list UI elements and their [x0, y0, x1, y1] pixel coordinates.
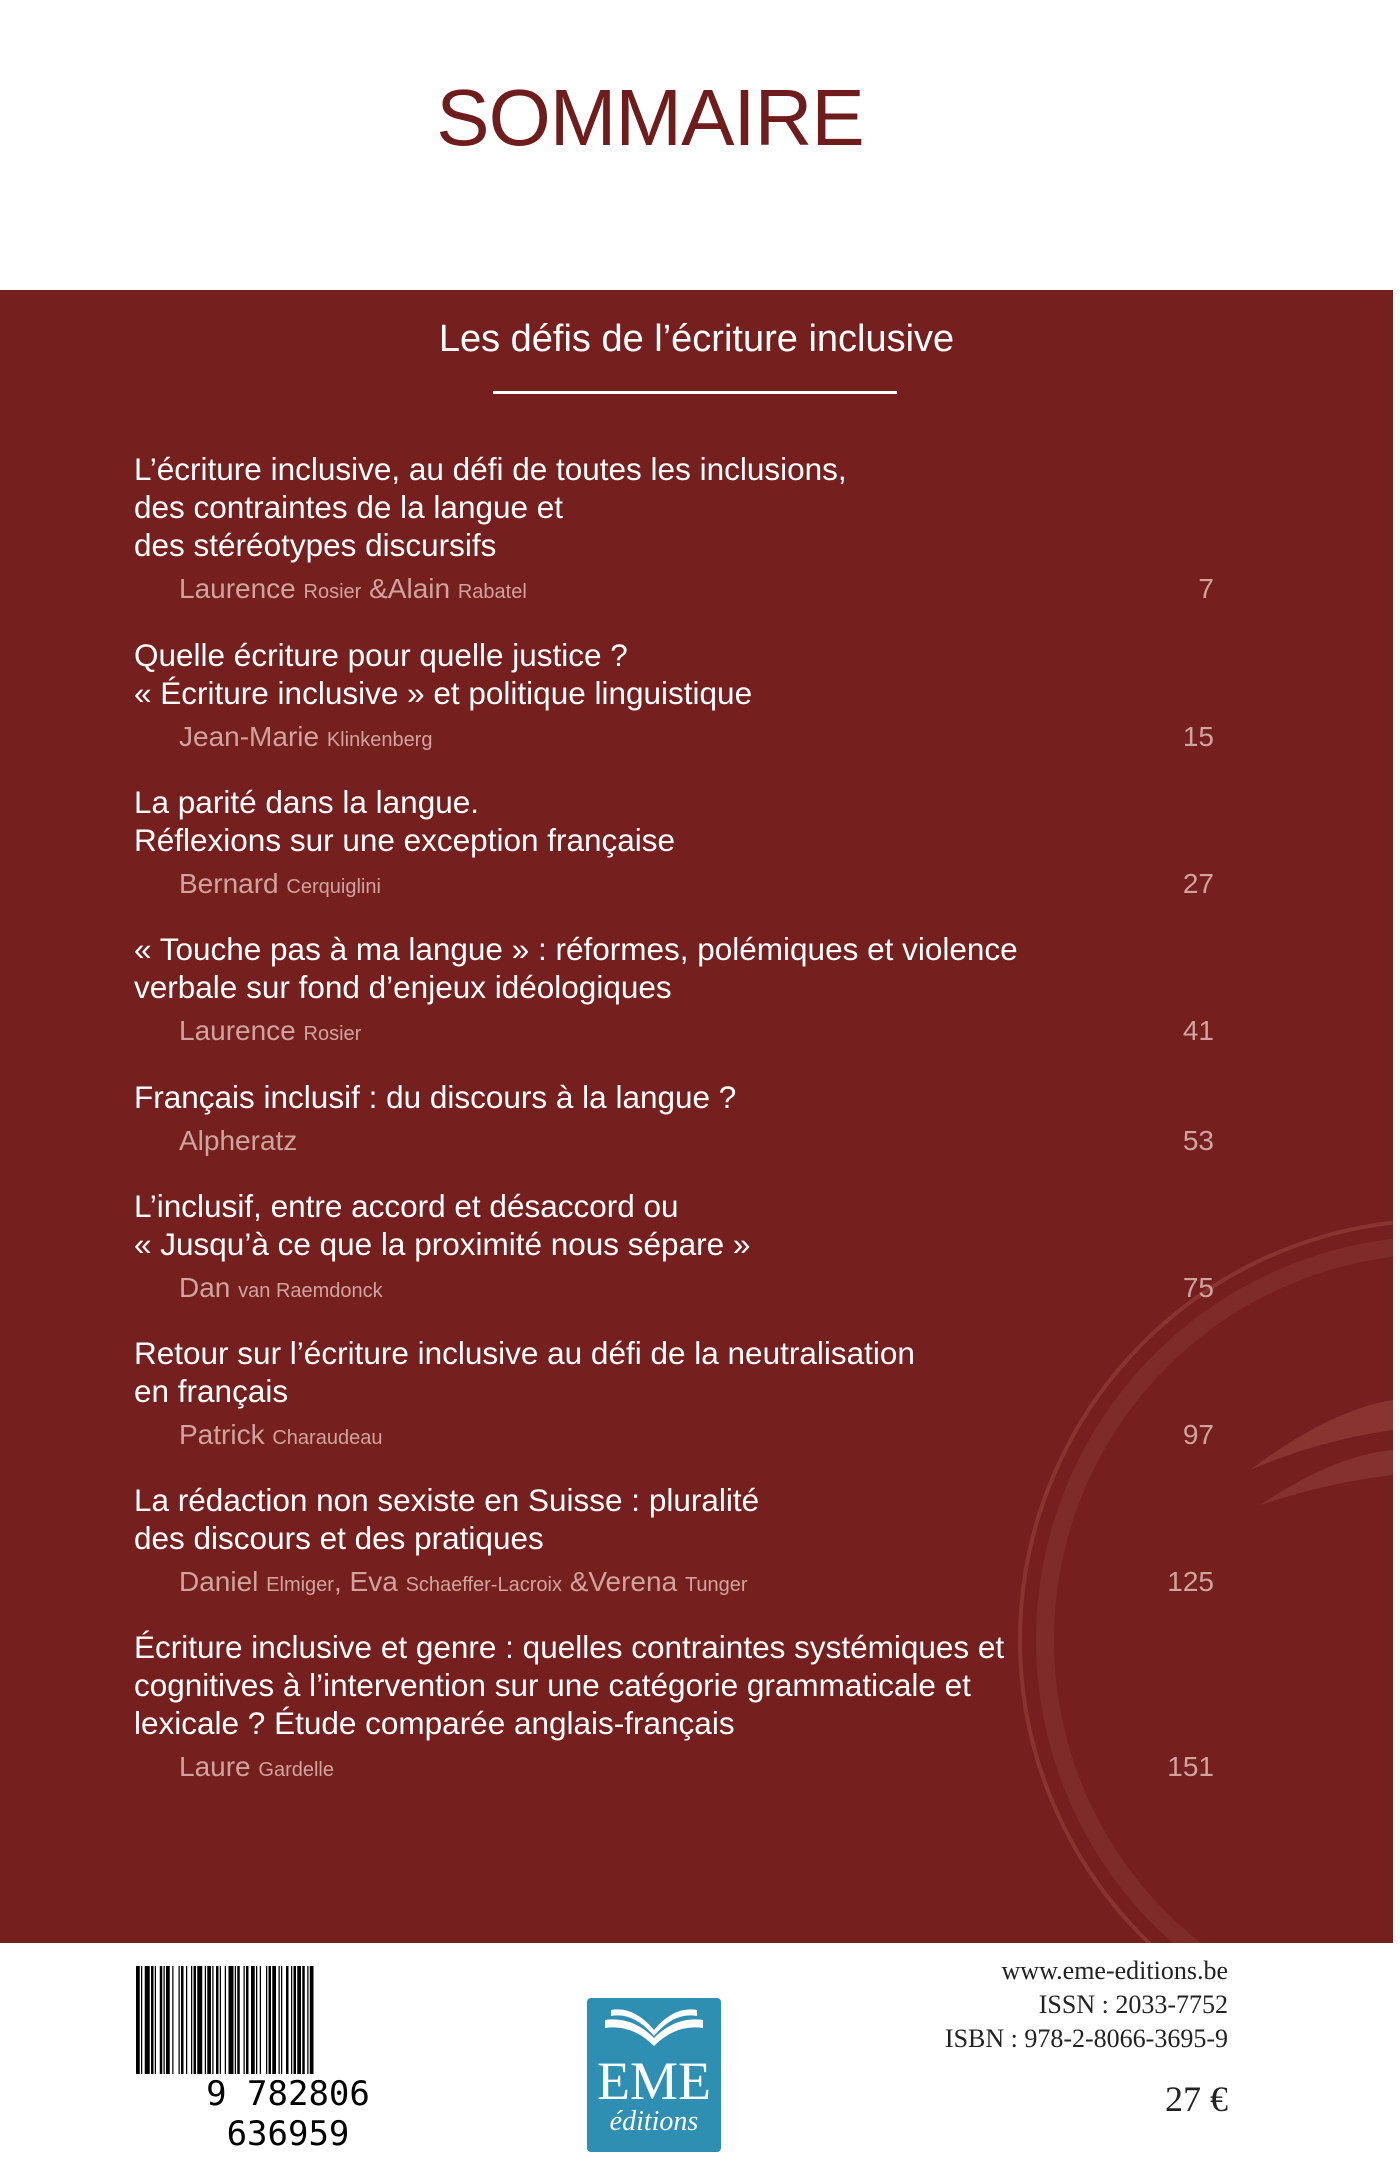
toc-entry	[134, 783, 1214, 905]
toc-entry	[134, 450, 1214, 610]
toc-entry-page: 27	[1182, 868, 1214, 899]
toc-entry	[134, 1628, 1214, 1788]
issn: ISSN : 2033-7752	[1038, 1990, 1228, 2019]
toc-entry-title: « Touche pas à ma langue » : réformes, polémiques et violence verbale sur fond d’enjeux idéologiques	[134, 931, 1018, 1005]
price: 27 €	[1165, 2079, 1228, 2119]
barcode-digits: 9 782806 636959	[206, 2074, 370, 2154]
toc-entry-title: La rédaction non sexiste en Suisse : pluralité des discours et des pratiques	[134, 1482, 760, 1556]
section-heading: Les défis de l’écriture inclusive	[438, 318, 955, 360]
toc-entry-title: Français inclusif : du discours à la langue ?	[134, 1079, 737, 1115]
toc-entry-page: 7	[1198, 573, 1214, 604]
toc-entry	[134, 1481, 1214, 1603]
toc-entry-authors: Patrick Charaudeau	[179, 1419, 383, 1450]
toc-entry-title: Quelle écriture pour quelle justice ? « Écriture inclusive » et politique linguistique	[134, 637, 753, 711]
toc-entry-authors: Dan van Raemdonck	[179, 1272, 383, 1303]
toc-entry-title: La parité dans la langue. Réflexions sur une exception française	[134, 784, 676, 858]
toc-entry-page: 75	[1182, 1272, 1214, 1303]
toc-entry	[134, 930, 1214, 1052]
toc-entry-page: 41	[1182, 1015, 1214, 1046]
isbn: ISBN : 978-2-8066-3695-9	[944, 2024, 1228, 2053]
barcode	[136, 1966, 440, 2074]
toc-entry-page: 15	[1182, 721, 1214, 752]
toc-entry-title: Retour sur l’écriture inclusive au défi de la neutralisation en français	[134, 1335, 915, 1409]
page-title: SOMMAIRE	[436, 73, 864, 162]
toc-entry-authors: Jean-Marie Klinkenberg	[179, 721, 433, 752]
open-book-icon	[587, 2006, 721, 2056]
toc-entry-authors: Laurence Rosier	[179, 1015, 362, 1046]
toc-entry-page: 53	[1182, 1125, 1214, 1156]
toc-entry	[134, 1078, 1214, 1162]
heading-divider	[493, 391, 897, 394]
toc-entry-title: L’écriture inclusive, au défi de toutes les inclusions, des contraintes de la langue et des stéréotypes discursifs	[134, 451, 847, 563]
toc-entry-title: L’inclusif, entre accord et désaccord ou « Jusqu’à ce que la proximité nous sépare »	[134, 1188, 751, 1262]
publisher-logo	[587, 1998, 721, 2152]
toc-entry-authors: Alpheratz	[179, 1125, 298, 1156]
toc-entry	[134, 636, 1214, 758]
toc-entry-authors: Bernard Cerquiglini	[179, 868, 381, 899]
logo-subtext: éditions	[609, 2106, 699, 2137]
logo-wordmark: EME	[597, 2051, 711, 2111]
contents-panel	[0, 290, 1393, 1943]
toc-entry-authors: Daniel Elmiger, Eva Schaeffer-Lacroix &Verena Tunger	[179, 1566, 748, 1597]
toc-entry-page: 151	[1167, 1751, 1214, 1782]
publisher-website: www.eme-editions.be	[1001, 1956, 1228, 1985]
toc-entry	[134, 1187, 1214, 1309]
toc-entry-page: 97	[1182, 1419, 1214, 1450]
toc-entry-page: 125	[1167, 1566, 1214, 1597]
toc-entry-authors: Laure Gardelle	[179, 1751, 335, 1782]
toc-entry-title: Écriture inclusive et genre : quelles contraintes systémiques et cognitives à l’intervention sur une catégorie grammaticale et lexicale ? Étude comparée anglais-français	[134, 1629, 1005, 1741]
toc-entry-authors: Laurence Rosier &Alain Rabatel	[179, 573, 527, 604]
toc-entry	[134, 1334, 1214, 1456]
